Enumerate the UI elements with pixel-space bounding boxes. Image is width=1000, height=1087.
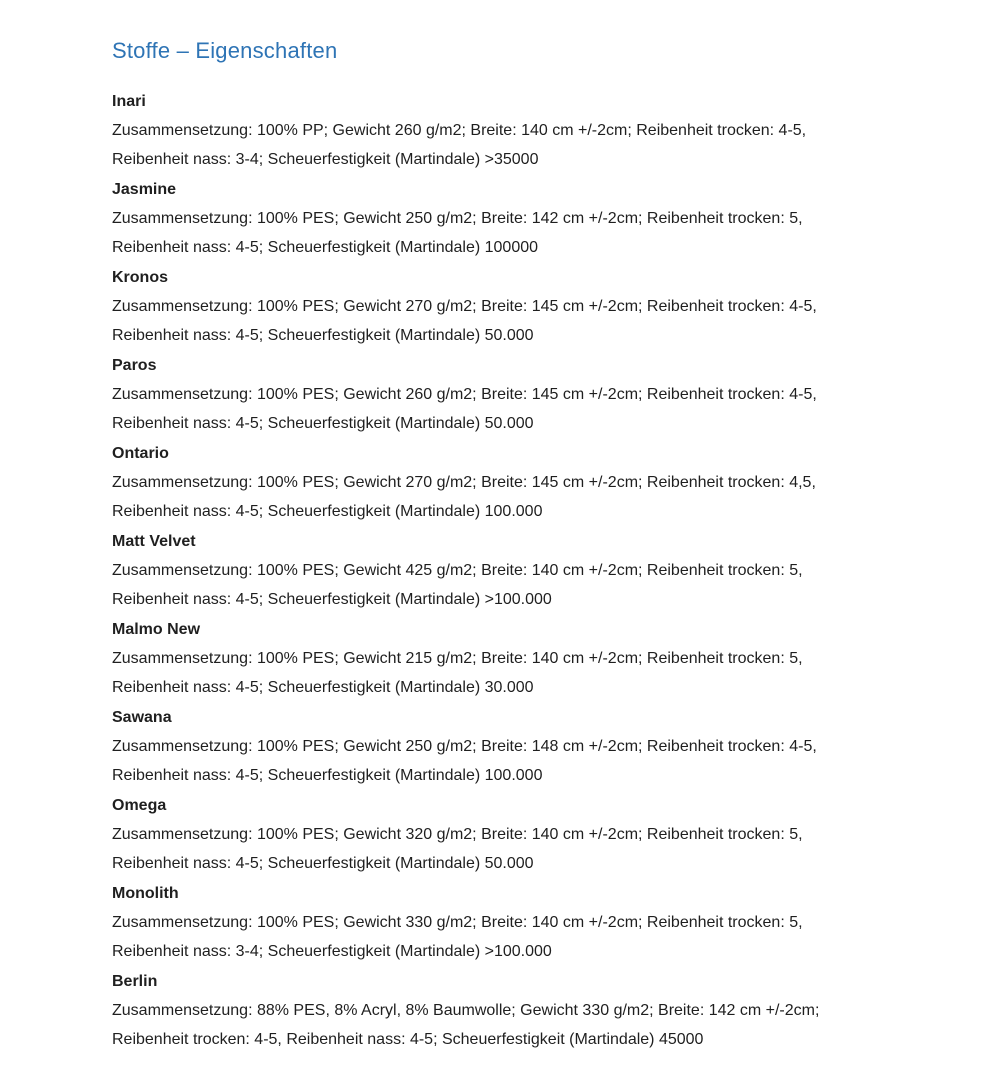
fabric-spec-line-1: Zusammensetzung: 100% PES; Gewicht 270 g/m2; Breite: 145 cm +/-2cm; Reibenheit trocken: 4,5,: [112, 474, 816, 491]
fabric-spec-line-2: Reibenheit nass: 4-5; Scheuerfestigkeit (Martindale) 100.000: [112, 503, 543, 520]
fabric-spec-line-1: Zusammensetzung: 100% PES; Gewicht 425 g/m2; Breite: 140 cm +/-2cm; Reibenheit trocken: 5,: [112, 562, 803, 579]
fabric-name: Jasmine: [112, 181, 177, 198]
fabric-name: Sawana: [112, 709, 172, 726]
fabric-entry: [112, 527, 910, 614]
fabric-spec-line-2: Reibenheit nass: 4-5; Scheuerfestigkeit (Martindale) >100.000: [112, 591, 552, 608]
fabric-spec-line-1: Zusammensetzung: 100% PES; Gewicht 250 g/m2; Breite: 148 cm +/-2cm; Reibenheit trocken: 4-5,: [112, 738, 817, 755]
fabric-spec-line-2: Reibenheit nass: 4-5; Scheuerfestigkeit (Martindale) 50.000: [112, 855, 534, 872]
fabric-spec-line-1: Zusammensetzung: 100% PES; Gewicht 330 g/m2; Breite: 140 cm +/-2cm; Reibenheit trocken: 5,: [112, 914, 803, 931]
fabric-name: Matt Velvet: [112, 533, 196, 550]
fabric-spec-line-2: Reibenheit nass: 4-5; Scheuerfestigkeit (Martindale) 100000: [112, 239, 539, 256]
fabric-spec-line-2: Reibenheit nass: 3-4; Scheuerfestigkeit (Martindale) >35000: [112, 151, 539, 168]
fabric-name: Paros: [112, 357, 157, 374]
fabric-name: Ontario: [112, 445, 169, 462]
fabric-entry: [112, 879, 910, 966]
fabric-name: Omega: [112, 797, 167, 814]
fabric-entry: [112, 791, 910, 878]
fabric-name: Kronos: [112, 269, 168, 286]
fabric-spec-line-2: Reibenheit nass: 3-4; Scheuerfestigkeit (Martindale) >100.000: [112, 943, 552, 960]
fabric-spec-line-2: Reibenheit nass: 4-5; Scheuerfestigkeit (Martindale) 50.000: [112, 415, 534, 432]
fabric-entry: [112, 175, 910, 262]
fabric-entry: [112, 87, 910, 174]
fabric-entry: [112, 351, 910, 438]
fabric-entry: [112, 967, 910, 1054]
fabric-entry: [112, 615, 910, 702]
fabric-name: Berlin: [112, 973, 158, 990]
fabric-entry: [112, 703, 910, 790]
fabric-spec-line-2: Reibenheit trocken: 4-5, Reibenheit nass: 4-5; Scheuerfestigkeit (Martindale) 45000: [112, 1031, 704, 1048]
fabric-spec-line-2: Reibenheit nass: 4-5; Scheuerfestigkeit (Martindale) 30.000: [112, 679, 534, 696]
fabric-spec-line-1: Zusammensetzung: 100% PES; Gewicht 250 g/m2; Breite: 142 cm +/-2cm; Reibenheit trocken: 5,: [112, 210, 803, 227]
fabric-name: Inari: [112, 93, 146, 110]
fabric-name: Monolith: [112, 885, 179, 902]
fabric-spec-line-2: Reibenheit nass: 4-5; Scheuerfestigkeit (Martindale) 100.000: [112, 767, 543, 784]
fabric-name: Malmo New: [112, 621, 201, 638]
fabric-spec-line-2: Reibenheit nass: 4-5; Scheuerfestigkeit (Martindale) 50.000: [112, 327, 534, 344]
fabric-spec-line-1: Zusammensetzung: 100% PES; Gewicht 270 g/m2; Breite: 145 cm +/-2cm; Reibenheit trocken: 4-5,: [112, 298, 817, 315]
fabric-spec-line-1: Zusammensetzung: 100% PES; Gewicht 215 g/m2; Breite: 140 cm +/-2cm; Reibenheit trocken: 5,: [112, 650, 803, 667]
fabric-entry: [112, 263, 910, 350]
page-title: Stoffe – Eigenschaften: [112, 38, 338, 63]
fabric-spec-line-1: Zusammensetzung: 100% PP; Gewicht 260 g/m2; Breite: 140 cm +/-2cm; Reibenheit trocken: 4-5,: [112, 122, 807, 139]
fabric-entry: [112, 439, 910, 526]
fabric-spec-line-1: Zusammensetzung: 100% PES; Gewicht 320 g/m2; Breite: 140 cm +/-2cm; Reibenheit trocken: 5,: [112, 826, 803, 843]
fabric-spec-line-1: Zusammensetzung: 88% PES, 8% Acryl, 8% Baumwolle; Gewicht 330 g/m2; Breite: 142 cm +/-2cm;: [112, 1002, 820, 1019]
fabric-spec-line-1: Zusammensetzung: 100% PES; Gewicht 260 g/m2; Breite: 145 cm +/-2cm; Reibenheit trocken: 4-5,: [112, 386, 817, 403]
fabric-list: [112, 87, 910, 1054]
